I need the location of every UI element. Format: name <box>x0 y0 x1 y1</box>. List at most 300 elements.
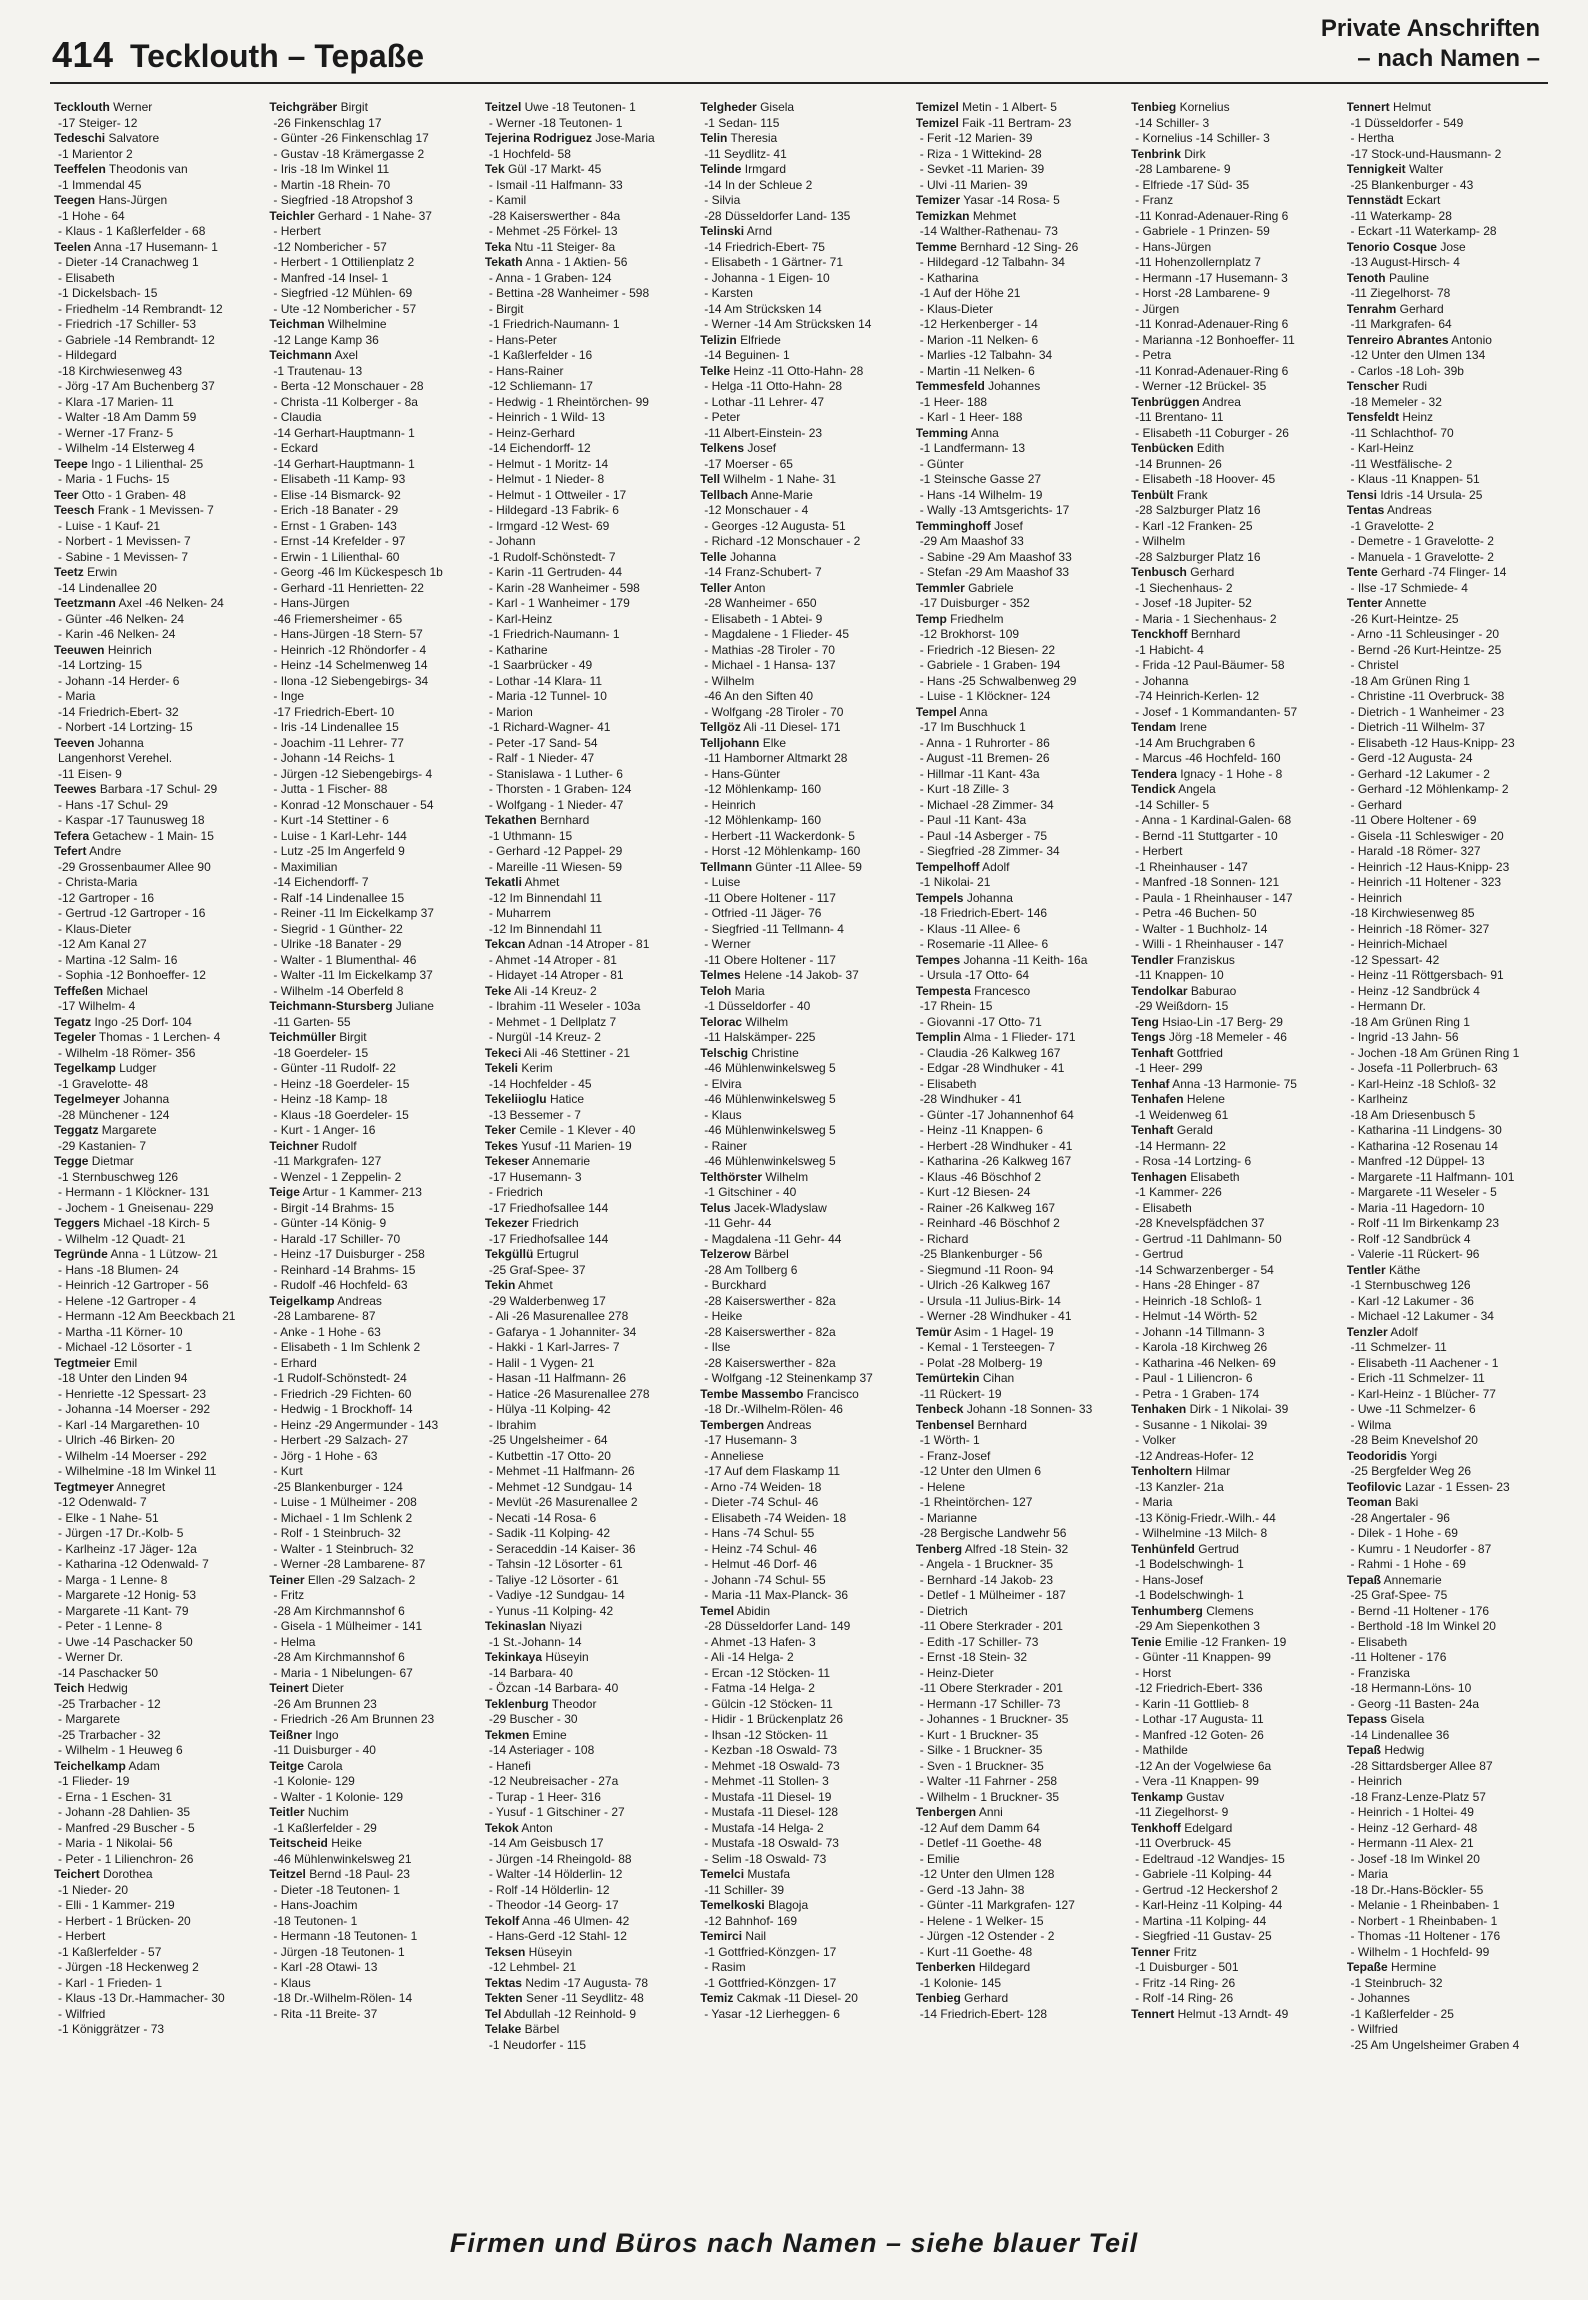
listing-entry <box>1131 720 1338 736</box>
entry-surname: Tegeler <box>54 1030 96 1044</box>
entry-details: Carola <box>307 1758 343 1773</box>
entry-details: - Sophia -12 Bonhoeffer- 12 <box>58 968 206 982</box>
listing-entry <box>54 1681 261 1697</box>
listing-entry <box>485 1046 692 1062</box>
entry-surname: Temme <box>915 239 957 254</box>
entry-details: Elke <box>762 735 787 750</box>
entry-details: - Heinrich <box>704 797 756 812</box>
entry-details: Hildegard <box>978 1960 1031 1974</box>
entry-details: -1 Kaßlerfelder - 57 <box>58 1944 162 1959</box>
entry-details: Hüseyin <box>545 1650 589 1664</box>
entry-details: - Elisabeth -11 Coburger - 26 <box>1135 425 1289 440</box>
entry-surname: Tel <box>484 2006 502 2021</box>
entry-surname: Tekinaslan <box>484 1619 546 1633</box>
entry-surname: Tektas <box>484 1975 522 1990</box>
listing-entry <box>269 271 476 287</box>
listing-entry <box>54 891 261 907</box>
listing-entry <box>1131 1356 1338 1372</box>
entry-surname: Temp <box>915 611 947 626</box>
entry-details: -1 Düsseldorfer - 40 <box>704 999 811 1013</box>
listing-entry <box>1347 953 1554 969</box>
listing-entry <box>700 1325 907 1341</box>
entry-surname: Templin <box>915 1030 961 1044</box>
entry-details: - Georg -46 Im Kückespesch 1b <box>273 565 443 579</box>
page-header <box>0 0 1588 92</box>
listing-entry <box>485 1712 692 1728</box>
listing-entry <box>1347 1015 1554 1031</box>
entry-details: -14 Eichendorff- 7 <box>273 875 369 889</box>
entry-details: -1 Weidenweg 61 <box>1135 1107 1229 1122</box>
listing-entry <box>1347 999 1554 1015</box>
listing-entry <box>700 1929 907 1945</box>
entry-details: - Erwin - 1 Lilienthal- 60 <box>273 549 400 564</box>
listing-entry <box>485 147 692 163</box>
listing-entry <box>700 1774 907 1790</box>
listing-entry <box>1131 1821 1338 1837</box>
listing-entry <box>54 1278 261 1294</box>
listing-entry <box>916 1805 1123 1821</box>
listing-entry <box>485 116 692 132</box>
entry-details: -1 Rheinhauser - 147 <box>1135 859 1248 874</box>
listing-entry <box>1131 1557 1338 1573</box>
entry-details: - Helene -12 Gartroper - 4 <box>58 1293 197 1308</box>
entry-surname: Tenberken <box>915 1960 976 1974</box>
listing-entry <box>269 813 476 829</box>
entry-details: Eckart <box>1406 193 1441 207</box>
entry-details: - Jutta - 1 Fischer- 88 <box>273 782 388 796</box>
listing-entry <box>485 472 692 488</box>
entry-details: -17 Friedhofsallee 144 <box>488 1231 609 1246</box>
entry-details: - Dietrich -11 Wilhelm- 37 <box>1350 720 1486 734</box>
listing-entry <box>916 364 1123 380</box>
listing-entry <box>700 658 907 674</box>
listing-entry <box>269 1387 476 1403</box>
listing-entry <box>1347 224 1554 240</box>
entry-details: -14 Beguinen- 1 <box>704 348 790 362</box>
entry-details: - Gerhard -11 Henrietten- 22 <box>273 580 424 595</box>
listing-entry <box>269 1805 476 1821</box>
listing-entry <box>54 1573 261 1589</box>
listing-entry <box>54 116 261 132</box>
entry-surname: Tekezer <box>484 1216 529 1230</box>
listing-entry <box>700 286 907 302</box>
listing-entry <box>916 1170 1123 1186</box>
entry-details: -29 Kastanien- 7 <box>58 1138 147 1153</box>
listing-entry <box>54 860 261 876</box>
listing-entry <box>485 1480 692 1496</box>
entry-details: - Richard <box>919 1231 969 1246</box>
entry-details: -1 Gravelotte- 48 <box>58 1076 149 1091</box>
listing-entry <box>1131 395 1338 411</box>
entry-details: - Lothar -14 Klara- 11 <box>488 673 603 688</box>
listing-entry <box>1347 581 1554 597</box>
listing-entry <box>1347 1743 1554 1759</box>
entry-details: - Karola -18 Kirchweg 26 <box>1135 1340 1268 1354</box>
entry-details: - Marcus -46 Hochfeld- 160 <box>1135 751 1281 765</box>
listing-entry <box>1131 1387 1338 1403</box>
entry-details: - Karl -12 Lakumer - 36 <box>1350 1293 1474 1308</box>
listing-entry <box>485 1247 692 1263</box>
entry-details: -46 An den Siften 40 <box>704 689 814 703</box>
entry-details: -25 Graf-Spee- 75 <box>1350 1588 1448 1602</box>
entry-surname: Tembergen <box>700 1417 765 1432</box>
entry-details: -1 Hochfeld- 58 <box>488 146 571 161</box>
entry-surname: Teffeßen <box>54 983 104 998</box>
entry-surname: Telorac <box>700 1014 743 1029</box>
listing-entry <box>485 658 692 674</box>
listing-entry <box>916 1015 1123 1031</box>
entry-details: -13 König-Friedr.-Wilh.- 44 <box>1135 1510 1276 1525</box>
entry-surname: Teichgräber <box>269 100 338 114</box>
listing-entry <box>1347 116 1554 132</box>
entry-details: - Johann -14 Herder- 6 <box>58 673 180 688</box>
entry-surname: Tepaße <box>1346 1960 1388 1974</box>
entry-details: - Martin -11 Nelken- 6 <box>919 363 1035 378</box>
entry-details: - Marion <box>488 704 533 719</box>
entry-details: -12 Odenwald- 7 <box>58 1495 147 1509</box>
entry-details: -1 St.-Johann- 14 <box>488 1634 582 1649</box>
entry-details: Cakmak -11 Diesel- 20 <box>736 1991 858 2005</box>
entry-details: Andreas <box>337 1293 382 1308</box>
listing-entry <box>916 2007 1123 2023</box>
listing-entry <box>1347 658 1554 674</box>
listing-entry <box>1131 999 1338 1015</box>
listing-entry <box>700 503 907 519</box>
listing-entry <box>485 1960 692 1976</box>
entry-details: - Werner -14 Am Strücksken 14 <box>704 317 872 331</box>
listing-entry <box>1131 829 1338 845</box>
listing-entry <box>269 224 476 240</box>
entry-details: - Reinhard -46 Böschhof 2 <box>919 1216 1060 1230</box>
entry-details: - Özcan -14 Barbara- 40 <box>488 1681 619 1695</box>
entry-surname: Teichman <box>269 317 325 331</box>
listing-entry <box>269 1278 476 1294</box>
entry-details: - Ercan -12 Stöcken- 11 <box>704 1665 831 1680</box>
listing-entry <box>269 1108 476 1124</box>
entry-surname: Tendler <box>1131 952 1174 967</box>
listing-entry <box>1131 1170 1338 1186</box>
entry-surname: Tenberg <box>915 1541 963 1556</box>
entry-details: - Petra -46 Buchen- 50 <box>1135 906 1257 920</box>
entry-surname: Tefert <box>54 844 87 858</box>
listing-entry <box>269 829 476 845</box>
entry-details: Anna -46 Ulmen- 42 <box>521 1913 630 1928</box>
entry-details: -29 Am Siepenkothen 3 <box>1135 1619 1260 1633</box>
listing-entry <box>485 1185 692 1201</box>
listing-entry <box>916 1154 1123 1170</box>
listing-entry <box>485 224 692 240</box>
listing-entry <box>916 1309 1123 1325</box>
entry-details: -11 Rückert- 19 <box>919 1386 1002 1401</box>
entry-surname: Teer <box>54 487 79 502</box>
entry-details: - Karl-Heinz -18 Schloß- 32 <box>1350 1076 1496 1091</box>
entry-details: Andreas <box>766 1417 812 1432</box>
entry-details: -1 Heer- 188 <box>919 394 988 409</box>
entry-details: - Klaus -18 Goerdeler- 15 <box>273 1107 409 1122</box>
listing-entry <box>269 1960 476 1976</box>
listing-entry <box>54 1325 261 1341</box>
listing-entry <box>1131 1526 1338 1542</box>
entry-details: - Irmgard -12 West- 69 <box>488 518 610 533</box>
entry-details: -14 Schiller- 5 <box>1135 797 1210 812</box>
entry-details: Thomas - 1 Lerchen- 4 <box>98 1030 221 1044</box>
entry-details: - Norbert - 1 Rheinbaben- 1 <box>1350 1913 1498 1928</box>
entry-details: - Jörg - 1 Hohe - 63 <box>273 1448 378 1463</box>
entry-details: -11 Seydlitz- 41 <box>704 146 787 161</box>
entry-details: - Mathias -28 Tiroler - 70 <box>704 642 835 657</box>
entry-details: Sener -11 Seydlitz- 48 <box>525 1991 644 2005</box>
listing-entry <box>485 162 692 178</box>
entry-details: - Yasar -12 Lierheggen- 6 <box>704 2006 840 2021</box>
listing-entry <box>1131 162 1338 178</box>
entry-details: - Heinrich -12 Gartroper - 56 <box>58 1278 209 1292</box>
listing-entry <box>485 333 692 349</box>
listing-entry <box>269 643 476 659</box>
entry-details: - Rasim <box>704 1960 746 1974</box>
entry-details: -11 Konrad-Adenauer-Ring 6 <box>1135 363 1289 378</box>
entry-details: - Katharina <box>919 270 979 285</box>
listing-entry <box>54 1805 261 1821</box>
listing-entry <box>54 1232 261 1248</box>
entry-surname: Tempel <box>915 704 957 719</box>
entry-surname: Temizkan <box>915 208 970 223</box>
entry-surname: Temürtekin <box>915 1371 980 1385</box>
listing-entry <box>269 550 476 566</box>
entry-surname: Telschig <box>700 1045 749 1060</box>
entry-details: Hüseyin <box>528 1944 573 1959</box>
listing-entry <box>54 162 261 178</box>
listing-entry <box>485 1681 692 1697</box>
listing-entry <box>916 1759 1123 1775</box>
listing-entry <box>485 488 692 504</box>
entry-details: - Polat -28 Molberg- 19 <box>919 1355 1043 1370</box>
entry-details: -25 Am Ungelsheimer Graben 4 <box>1350 2037 1520 2052</box>
listing-entry <box>1131 1898 1338 1914</box>
listing-entry <box>54 1898 261 1914</box>
listing-entry <box>916 534 1123 550</box>
listing-entry <box>1347 906 1554 922</box>
listing-entry <box>916 1557 1123 1573</box>
entry-details: Johanna <box>123 1092 170 1106</box>
listing-entry <box>1131 410 1338 426</box>
entry-details: - Wilhelm <box>1135 534 1186 548</box>
entry-surname: Tenbieg <box>915 1991 961 2005</box>
listing-entry <box>1347 1278 1554 1294</box>
listing-entry <box>54 767 261 783</box>
entry-details: - Friedrich -17 Schiller- 53 <box>58 317 197 331</box>
listing-entry <box>916 1061 1123 1077</box>
entry-details: - Mevlüt -26 Masurenallee 2 <box>488 1495 638 1509</box>
entry-details: -1 Marientor 2 <box>58 146 133 161</box>
listing-entry <box>54 999 261 1015</box>
entry-surname: Teißner <box>269 1727 312 1742</box>
entry-details: -12 Gartroper - 16 <box>58 890 155 905</box>
entry-details: - Mehmet -25 Förkel- 13 <box>488 224 618 238</box>
entry-details: -25 Blankenburger - 43 <box>1350 177 1474 192</box>
entry-surname: Tendick <box>1131 782 1176 796</box>
entry-details: - Johann -28 Dahlien- 35 <box>58 1805 191 1819</box>
listing-entry <box>1131 1340 1338 1356</box>
listing-entry <box>1347 1588 1554 1604</box>
entry-details: Gül -17 Markt- 45 <box>507 162 602 176</box>
listing-entry <box>54 1030 261 1046</box>
entry-surname: Teller <box>700 580 732 595</box>
entry-details: -17 Auf dem Flaskamp 11 <box>704 1464 841 1478</box>
listing-entry <box>700 565 907 581</box>
entry-details: - Gülcin -12 Stöcken- 11 <box>704 1696 833 1711</box>
listing-entry <box>700 612 907 628</box>
entry-details: Werner <box>113 100 153 114</box>
listing-entry <box>485 1340 692 1356</box>
entry-details: - Elisabeth - 1 Abtei- 9 <box>704 611 823 626</box>
listing-entry <box>1131 612 1338 628</box>
entry-details: Adnan -14 Atroper - 81 <box>527 937 650 951</box>
entry-details: Johannes <box>988 379 1041 393</box>
entry-details: - Kamil <box>488 193 527 207</box>
entry-details: - Yunus -11 Kolping- 42 <box>488 1603 614 1618</box>
listing-entry <box>269 1061 476 1077</box>
entry-details: - Werner -12 Brückel- 35 <box>1135 379 1267 393</box>
entry-surname: Tellgöz <box>700 720 741 734</box>
entry-details: - Henriette -12 Spessart- 23 <box>58 1386 207 1401</box>
entry-details: - Wilhelm -14 Moerser - 292 <box>58 1448 207 1463</box>
listing-entry <box>54 1061 261 1077</box>
listing-entry <box>1347 1185 1554 1201</box>
entry-details: Gerhard - 1 Nahe- 37 <box>317 208 432 223</box>
listing-entry <box>485 503 692 519</box>
entry-details: -11 Konrad-Adenauer-Ring 6 <box>1135 208 1289 223</box>
listing-entry <box>1131 457 1338 473</box>
entry-surname: Telke <box>700 363 731 378</box>
entry-details: Bärbel <box>754 1247 789 1261</box>
entry-details: -28 Angertaler - 96 <box>1350 1510 1450 1525</box>
entry-details: Alfred -18 Stein- 32 <box>964 1541 1069 1556</box>
listing-entry <box>54 379 261 395</box>
entry-surname: Temelci <box>700 1867 745 1881</box>
listing-entry <box>1347 875 1554 891</box>
listing-entry <box>700 736 907 752</box>
entry-details: - Selim -18 Oswald- 73 <box>704 1851 827 1866</box>
entry-details: - Ismail -11 Halfmann- 33 <box>488 177 623 192</box>
listing-entry <box>700 1387 907 1403</box>
entry-details: - Marion -11 Nelken- 6 <box>919 332 1039 347</box>
entry-details: -1 Neudorfer - 115 <box>488 2037 587 2052</box>
entry-details: - Heinrich -12 Rhöndorfer - 4 <box>273 642 427 657</box>
listing-entry <box>700 1356 907 1372</box>
entry-details: Yasar -14 Rosa- 5 <box>963 193 1060 207</box>
entry-details: -1 Königgrätzer - 73 <box>58 2022 165 2036</box>
listing-entry <box>1131 984 1338 1000</box>
listing-entry <box>700 472 907 488</box>
listing-entry <box>54 1945 261 1961</box>
entry-details: -1 Steinbruch- 32 <box>1350 1975 1443 1990</box>
entry-details: Salvatore <box>108 131 160 145</box>
entry-surname: Teofilovic <box>1346 1479 1402 1494</box>
listing-entry <box>485 1216 692 1232</box>
listing-entry <box>269 1356 476 1372</box>
entry-details: - Theodor -14 Georg- 17 <box>488 1898 619 1912</box>
entry-details: -12 Neubreisacher - 27a <box>488 1774 619 1788</box>
listing-entry <box>54 1976 261 1992</box>
listing-entry <box>1347 767 1554 783</box>
listing-entry <box>916 1402 1123 1418</box>
listing-entry <box>1131 1418 1338 1434</box>
listing-entry <box>54 426 261 442</box>
entry-details: - Edith -17 Schiller- 73 <box>919 1634 1039 1649</box>
listing-entry <box>916 705 1123 721</box>
entry-details: -12 An der Vogelwiese 6a <box>1135 1758 1272 1773</box>
entry-details: - Helmut -14 Wörth- 52 <box>1135 1309 1258 1323</box>
listing-entry <box>54 457 261 473</box>
entry-details: -28 Kaiserswerther - 82a <box>704 1324 836 1339</box>
listing-entry <box>1347 131 1554 147</box>
entry-details: - Maria -11 Max-Planck- 36 <box>704 1588 849 1602</box>
entry-details: -1 Sternbuschweg 126 <box>1350 1278 1471 1292</box>
listing-entry <box>485 1015 692 1031</box>
entry-surname: Tenhaft <box>1131 1123 1174 1137</box>
listing-entry <box>485 798 692 814</box>
entry-details: Irene <box>1179 720 1207 734</box>
listing-entry <box>916 1340 1123 1356</box>
listing-entry <box>485 1945 692 1961</box>
listing-entry <box>1131 1464 1338 1480</box>
listing-entry <box>916 1743 1123 1759</box>
entry-details: -14 Barbara- 40 <box>488 1665 573 1680</box>
listing-entry <box>916 1201 1123 1217</box>
entry-surname: Tekgüllü <box>484 1247 534 1261</box>
listing-entry <box>916 1480 1123 1496</box>
listing-entry <box>700 2007 907 2023</box>
entry-details: Anna - 1 Aktien- 56 <box>525 255 628 269</box>
listing-entry <box>269 333 476 349</box>
entry-details: - Detlef - 1 Mülheimer - 187 <box>919 1588 1066 1602</box>
entry-details: Erwin <box>87 565 118 579</box>
listing-entry <box>54 1852 261 1868</box>
entry-details: - Taliye -12 Lösorter - 61 <box>488 1572 619 1587</box>
listing-entry <box>269 906 476 922</box>
entry-details: Andre <box>89 844 122 858</box>
entry-surname: Tenrahm <box>1346 301 1397 316</box>
entry-details: - Mehmet -11 Stollen- 3 <box>704 1774 829 1788</box>
entry-details: -18 Hermann-Löns- 10 <box>1350 1681 1472 1695</box>
entry-details: - Heinz -14 Schelmenweg 14 <box>273 658 428 672</box>
entry-details: Antonio <box>1451 332 1492 347</box>
entry-details: -25 Ungelsheimer - 64 <box>488 1433 608 1447</box>
entry-details: - Silke - 1 Bruckner- 35 <box>919 1743 1043 1757</box>
entry-surname: Tendolkar <box>1131 983 1188 998</box>
entry-details: - Angela - 1 Bruckner- 35 <box>919 1557 1054 1571</box>
listing-entry <box>269 162 476 178</box>
listing-entry <box>700 689 907 705</box>
listing-entry <box>1131 519 1338 535</box>
entry-details: -18 Kirchwiesenweg 85 <box>1350 906 1475 920</box>
entry-details: - Wilma <box>1350 1417 1392 1432</box>
listing-entry <box>700 953 907 969</box>
listing-entry <box>269 1976 476 1992</box>
entry-details: -11 Markgrafen- 127 <box>273 1154 382 1168</box>
entry-surname: Tenkhoff <box>1131 1820 1181 1835</box>
entry-details: - Martina -12 Salm- 16 <box>58 952 178 967</box>
entry-details: Hans-Jürgen <box>98 193 168 207</box>
listing-entry <box>916 1356 1123 1372</box>
entry-details: - Friedhelm -14 Rembrandt- 12 <box>58 301 223 316</box>
entry-details: - Walter -14 Hölderlin- 12 <box>488 1867 623 1881</box>
listing-entry <box>269 1464 476 1480</box>
listing-entry <box>1131 131 1338 147</box>
entry-details: -11 Gehr- 44 <box>704 1216 772 1230</box>
entry-details: - Gustav -18 Krämergasse 2 <box>273 146 425 161</box>
listing-entry <box>1347 1077 1554 1093</box>
